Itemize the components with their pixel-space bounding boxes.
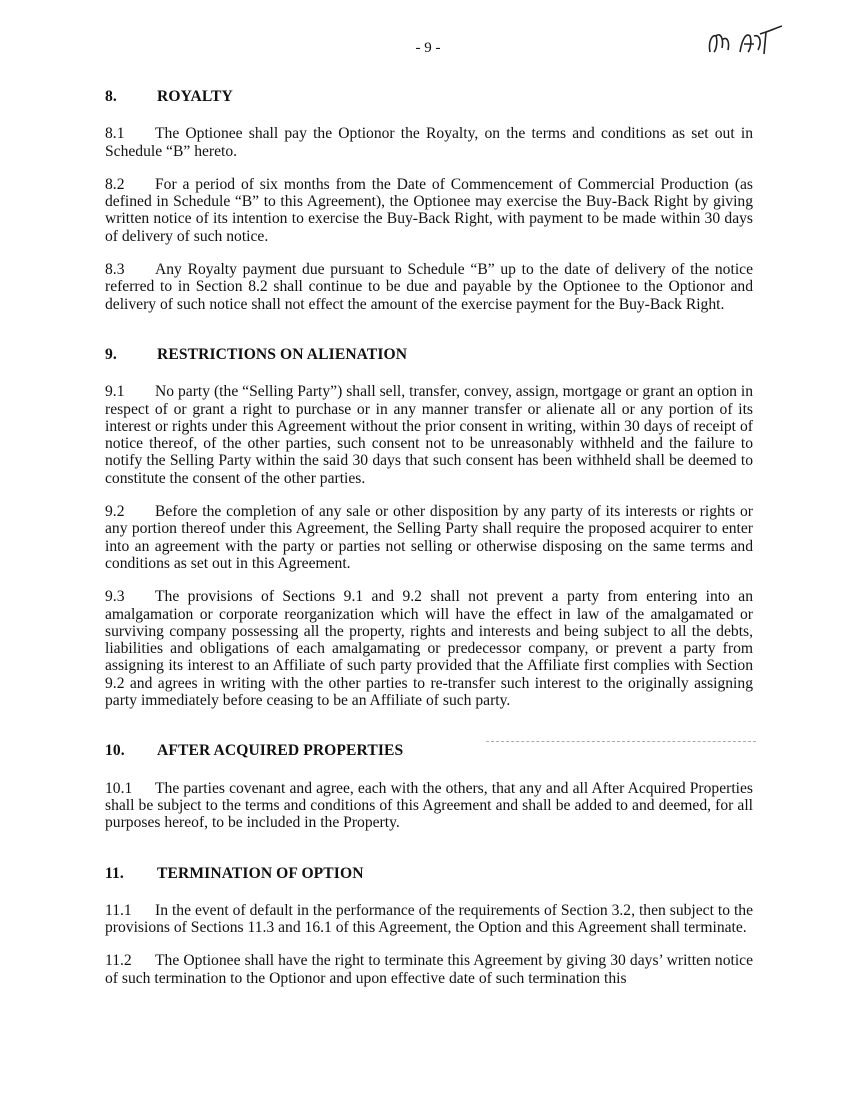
paragraph-number: 11.1	[105, 901, 132, 919]
section-heading	[105, 346, 753, 363]
section-number: 9.	[105, 345, 117, 363]
paragraph-number: 11.2	[105, 952, 132, 970]
paragraph-text: The Optionee shall have the right to terminate this Agreement by giving 30 days’ written notice of such termination to the Optionor and upon effective date of such termination this	[105, 952, 753, 987]
paragraph-text: The Optionee shall pay the Optionor the Royalty, on the terms and conditions as set out in Schedule “B” hereto.	[105, 125, 753, 160]
section-after-acquired-properties	[105, 742, 753, 831]
paragraph-number: 9.1	[105, 383, 125, 401]
paragraph-number: 8.3	[105, 261, 125, 279]
paragraph-text: For a period of six months from the Date of Commencement of Commercial Production (as defined in Schedule “B” to this Agreement), the Optionee may exercise the Buy-Back Right by giving written notice of its intention to exercise the Buy-Back Right, with payment to be made within 30 days of delivery of such notice.	[105, 175, 753, 245]
paragraph-text: In the event of default in the performance of the requirements of Section 3.2, then subject to the provisions of Sections 11.3 and 16.1 of this Agreement, the Option and this Agreement shall terminate.	[105, 901, 753, 937]
section-number: 10.	[105, 742, 125, 760]
section-title: AFTER ACQUIRED PROPERTIES	[157, 742, 404, 760]
paragraph	[105, 176, 753, 245]
paragraph-number: 10.1	[105, 779, 133, 797]
section-heading	[105, 865, 753, 882]
paragraph	[105, 125, 753, 160]
section-number: 11.	[105, 864, 124, 882]
document-body	[105, 88, 753, 1003]
paragraph-number: 8.1	[105, 125, 125, 143]
paragraph	[105, 952, 753, 987]
section-title: TERMINATION OF OPTION	[157, 864, 364, 882]
paragraph	[105, 902, 753, 937]
paragraph-number: 9.2	[105, 503, 125, 521]
page-number: - 9 -	[415, 40, 441, 56]
section-royalty	[105, 88, 753, 313]
paragraph-text: The parties covenant and agree, each with the others, that any and all After Acquired Properties shall be subject to the terms and conditions of this Agreement and shall be added to and deemed, for all purposes hereof, to be included in the Property.	[105, 779, 753, 832]
section-heading	[105, 742, 753, 759]
paragraph	[105, 503, 753, 572]
paragraph	[105, 588, 753, 709]
section-restrictions-on-alienation	[105, 346, 753, 709]
paragraph-text: Before the completion of any sale or other disposition by any party of its interests or rights or any portion thereof under this Agreement, the Selling Party shall require the proposed acquirer to enter into an agreement with the party or parties not selling or otherwise disposing on the same terms and conditions as set out in this Agreement.	[105, 503, 753, 572]
section-number: 8.	[105, 88, 117, 105]
paragraph-number: 8.2	[105, 175, 125, 193]
paragraph-text: No party (the “Selling Party”) shall sell, transfer, convey, assign, mortgage or grant an option in respect of or grant a right to purchase or in any manner transfer or alienate all or any portion of its interest or rights under this Agreement without the prior consent in writing, within 30 days of receipt of notice thereof, of the other parties, such consent not to be unreasonably withheld and the failure to notify the Selling Party within the said 30 days that such consent has been withheld shall be deemed to constitute the consent of the other parties.	[105, 383, 753, 487]
paragraph	[105, 383, 753, 487]
paragraph-text: Any Royalty payment due pursuant to Schedule “B” up to the date of delivery of the notice referred to in Section 8.2 shall continue to be due and payable by the Optionee to the Optionor and delivery of such notice shall not effect the amount of the exercise payment for the Buy-Back Right.	[105, 261, 753, 313]
section-heading	[105, 88, 753, 105]
paragraph	[105, 780, 753, 832]
section-title: RESTRICTIONS ON ALIENATION	[157, 345, 408, 363]
section-termination-of-option	[105, 865, 753, 987]
handwritten-initials	[706, 22, 816, 67]
paragraph-number: 9.3	[105, 588, 125, 606]
paragraph-text: The provisions of Sections 9.1 and 9.2 shall not prevent a party from entering into an amalgamation or corporate reorganization which will have the effect in law of the amalgamated or surviving company possessing all the property, rights and interests and being subject to all the debts, liabilities and obligations of each amalgamating or predecessor company, or prevent a party from assigning its interest to an Affiliate of such party provided that the Affiliate first complies with Section 9.2 and agrees in writing with the other parties to re-transfer such interest to the originally assigning party immediately before ceasing to be an Affiliate of such party.	[105, 588, 753, 710]
section-title: ROYALTY	[157, 88, 233, 105]
paragraph	[105, 261, 753, 313]
